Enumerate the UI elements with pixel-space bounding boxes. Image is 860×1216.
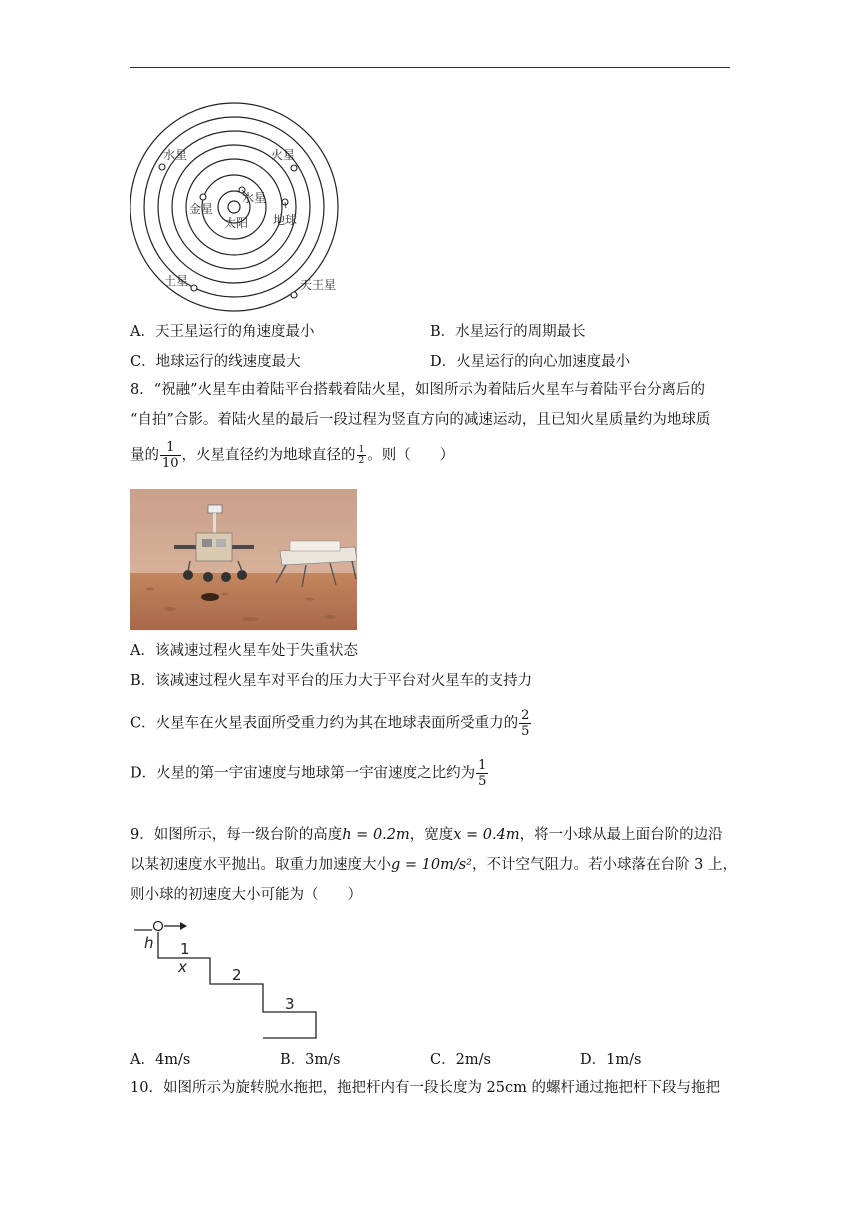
q9-line-1 bbox=[130, 825, 723, 845]
fraction-denominator: 5 bbox=[521, 724, 530, 739]
q8-line3-text-c: 。则（ ） bbox=[367, 447, 455, 464]
q8-line-1: 8．“祝融”火星车由着陆平台搭载着陆火星，如图所示为着陆后火星车与着陆平台分离后的 bbox=[130, 382, 706, 398]
fraction-one-tenth bbox=[160, 440, 181, 471]
q9-line1-text-c: ，将一小球从最上面台阶的边沿 bbox=[519, 827, 723, 843]
label-x: x bbox=[178, 958, 187, 976]
q8-option-d-text: D．火星的第一宇宙速度与地球第一宇宙速度之比约为 bbox=[130, 765, 476, 782]
header-rule bbox=[130, 67, 730, 68]
label-step-2: 2 bbox=[232, 966, 242, 984]
q7-option-a: A．天王星运行的角速度最小 bbox=[130, 324, 315, 340]
q9-h-expression: h = 0.2m bbox=[342, 827, 410, 843]
fraction-numerator: 1 bbox=[478, 758, 487, 773]
q8-line-3 bbox=[130, 440, 454, 471]
label-step-1: 1 bbox=[180, 940, 190, 958]
q8-option-b: B．该减速过程火星车对平台的压力大于平台对火星车的支持力 bbox=[130, 673, 533, 689]
q9-x-expression: x = 0.4m bbox=[453, 827, 520, 843]
q9-line-3: 则小球的初速度大小可能为（ ） bbox=[130, 887, 362, 903]
q9-line1-text-a: 9．如图所示，每一级台阶的高度 bbox=[130, 827, 343, 843]
q9-option-b: B．3m/s bbox=[280, 1052, 341, 1068]
q8-line-2: “自拍”合影。着陆火星的最后一段过程为竖直方向的减速运动，且已知火星质量约为地球质 bbox=[130, 412, 711, 428]
q9-line-2 bbox=[130, 855, 737, 875]
label-venus: 金星 bbox=[189, 202, 214, 216]
label-uranus: 天王星 bbox=[300, 278, 337, 292]
q7-option-d: D．火星运行的向心加速度最小 bbox=[430, 354, 631, 370]
q8-line3-text-a: 量的 bbox=[130, 447, 159, 464]
q9-g-expression: g = 10m/s² bbox=[391, 857, 472, 873]
label-earth: 地球 bbox=[273, 213, 298, 227]
label-mars: 火星 bbox=[271, 148, 296, 162]
q9-option-a: A．4m/s bbox=[130, 1052, 191, 1068]
fraction-two-fifths bbox=[519, 708, 531, 739]
fraction-one-fifth bbox=[476, 758, 488, 789]
q7-option-b: B．水星运行的周期最长 bbox=[430, 324, 586, 340]
mars-rover-photo bbox=[130, 489, 357, 630]
q9-line2-text-a: 以某初速度水平抛出。取重力加速度大小 bbox=[130, 857, 391, 873]
q10-line-1: 10．如图所示为旋转脱水拖把，拖把杆内有一段长度为 25cm 的螺杆通过拖把杆下段与拖把 bbox=[130, 1080, 720, 1096]
orbit-diagram bbox=[130, 98, 345, 318]
q8-option-c bbox=[130, 708, 532, 739]
q8-option-c-text: C．火星车在火星表面所受重力约为其在地球表面所受重力的 bbox=[130, 715, 519, 732]
q9-option-d: D．1m/s bbox=[580, 1052, 642, 1068]
fraction-one-half bbox=[357, 445, 367, 466]
label-saturn: 土星 bbox=[164, 274, 189, 288]
fraction-denominator: 2 bbox=[358, 456, 365, 466]
q8-line3-text-b: ，火星直径约为地球直径的 bbox=[181, 447, 356, 464]
label-mercury: 水星 bbox=[242, 191, 267, 205]
label-sun: 太阳 bbox=[224, 216, 249, 230]
fraction-denominator: 10 bbox=[162, 456, 179, 471]
label-mercury-outer: 水星 bbox=[163, 148, 188, 162]
fraction-numerator: 2 bbox=[521, 708, 530, 723]
staircase-diagram bbox=[130, 918, 330, 1048]
label-step-3: 3 bbox=[285, 995, 295, 1013]
label-h: h bbox=[144, 934, 154, 952]
fraction-numerator: 1 bbox=[358, 445, 365, 455]
q9-line1-text-b: ，宽度 bbox=[409, 827, 454, 843]
fraction-numerator: 1 bbox=[160, 440, 181, 456]
q9-option-c: C．2m/s bbox=[430, 1052, 491, 1068]
q7-option-c: C．地球运行的线速度最大 bbox=[130, 354, 301, 370]
q8-option-d bbox=[130, 758, 489, 789]
q9-line2-text-b: ，不计空气阻力。若小球落在台阶 3 上， bbox=[472, 857, 737, 873]
q8-option-a: A．该减速过程火星车处于失重状态 bbox=[130, 643, 358, 659]
fraction-denominator: 5 bbox=[478, 774, 487, 789]
